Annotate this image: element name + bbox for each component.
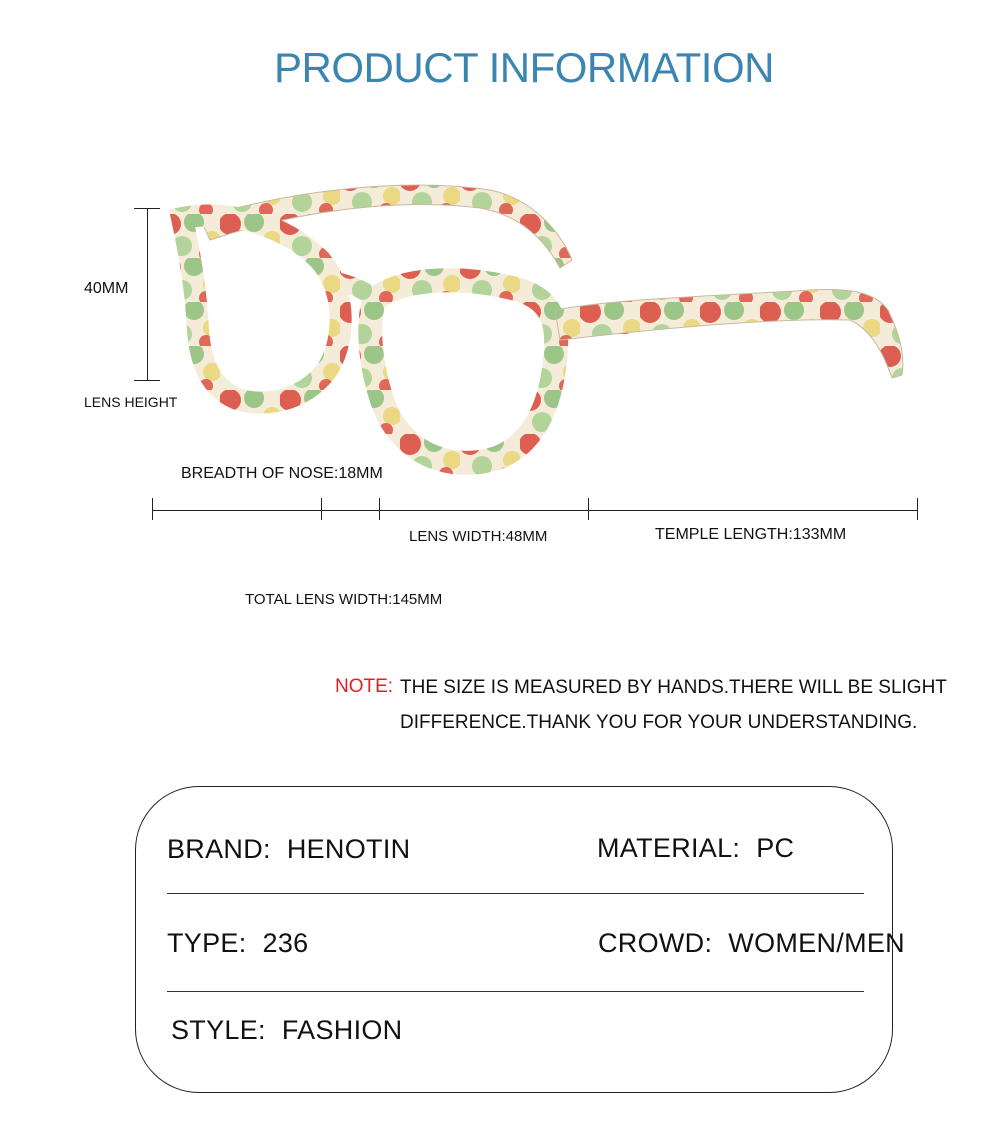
note-label: NOTE: [335, 676, 394, 697]
spec-type-value: 236 [262, 928, 309, 958]
spec-material-key: MATERIAL: [597, 833, 741, 863]
spec-divider-2 [167, 991, 864, 992]
spec-material-value: PC [756, 833, 795, 863]
spec-style [171, 1015, 402, 1046]
tick-right [917, 498, 918, 520]
tick-nose-end [379, 498, 380, 520]
spec-brand [167, 834, 410, 865]
spec-divider-1 [167, 893, 864, 894]
spec-style-key: STYLE: [171, 1015, 266, 1045]
spec-crowd-key: CROWD: [598, 928, 713, 958]
lens-width-label: LENS WIDTH:48MM [409, 528, 548, 545]
note-line-2: DIFFERENCE.THANK YOU FOR YOUR UNDERSTANDING. [400, 712, 918, 733]
lens-height-label: LENS HEIGHT [84, 394, 178, 410]
glasses-image [160, 170, 920, 480]
total-lens-width-label: TOTAL LENS WIDTH:145MM [245, 591, 443, 608]
lens-height-bottom-tick [134, 380, 160, 381]
nose-breadth-label: BREADTH OF NOSE:18MM [181, 465, 383, 482]
lens-height-value: 40MM [84, 280, 129, 297]
tick-lens-width-end [588, 498, 589, 520]
spec-crowd [598, 928, 905, 959]
width-measure-line [152, 510, 918, 511]
spec-crowd-value: WOMEN/MEN [728, 928, 905, 958]
tick-lens-end [321, 498, 322, 520]
lens-height-line [147, 208, 148, 380]
page-title: PRODUCT INFORMATION [274, 44, 774, 91]
spec-type [167, 928, 308, 959]
spec-type-key: TYPE: [167, 928, 247, 958]
tick-left [152, 498, 153, 520]
spec-material [597, 833, 794, 864]
spec-style-value: FASHION [281, 1015, 403, 1045]
spec-brand-value: HENOTIN [286, 834, 411, 864]
spec-brand-key: BRAND: [167, 834, 271, 864]
temple-length-label: TEMPLE LENGTH:133MM [655, 526, 847, 543]
note-line-1: THE SIZE IS MEASURED BY HANDS.THERE WILL BE SLIGHT [400, 677, 947, 698]
